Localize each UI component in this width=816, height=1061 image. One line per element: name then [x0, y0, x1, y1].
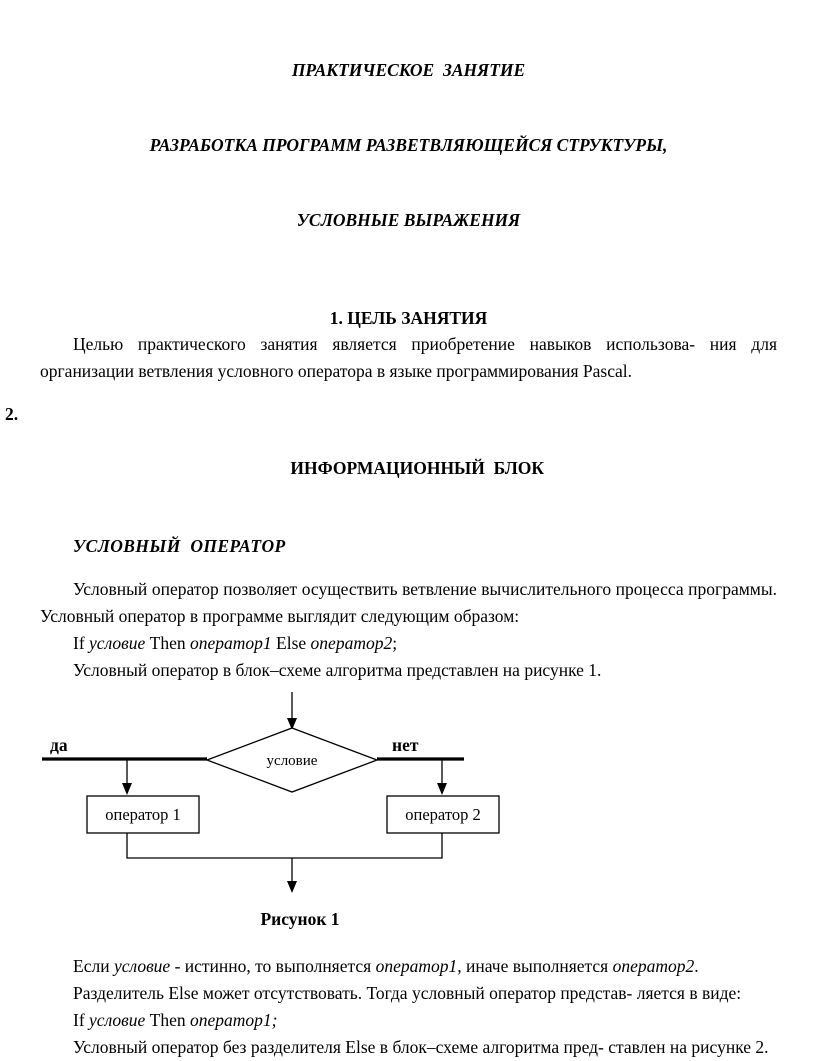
title-line-1: ПРАКТИЧЕСКОЕ ЗАНЯТИЕ: [291, 60, 526, 80]
operator2-label: оператор 2: [405, 805, 481, 824]
flowchart-svg: [40, 690, 560, 896]
merge-line: [127, 833, 442, 858]
figure1-ref-paragraph: Условный оператор в блок–схеме алгоритма представлен на рисунке 1.: [73, 660, 602, 680]
section2-number: 2.: [5, 404, 19, 424]
arrowhead-right-icon: [437, 783, 447, 795]
figure1-caption: Рисунок 1: [260, 909, 340, 929]
figure2-ref-paragraph: Условный оператор без разделителя Else в блок–схеме алгоритма пред- ставлен на рисунке 2.: [73, 1037, 769, 1057]
explanation-paragraph: Если условие - истинно, то выполняется оператор1, иначе выполняется оператор2.: [73, 956, 699, 976]
section1-paragraph: Целью практического занятия является приобретение навыков использова- ния для организации ветвления условного оператора в языке программирования Pascal.: [40, 334, 777, 381]
section2-subheading: УСЛОВНЫЙ ОПЕРАТОР: [73, 536, 286, 556]
syntax-if-then-else: If условие Then оператор1 Else оператор2;: [73, 633, 398, 653]
title-line-3: УСЛОВНЫЕ ВЫРАЖЕНИЯ: [296, 210, 521, 230]
section2-heading-row: [5, 401, 777, 509]
branch-no-label: нет: [392, 735, 419, 755]
figure1-flowchart: [40, 690, 560, 933]
no-else-paragraph: Разделитель Else может отсутствовать. Тогда условный оператор представ- ляется в виде:: [73, 983, 742, 1003]
branch-yes-label: да: [50, 735, 68, 755]
section1-heading: 1. ЦЕЛЬ ЗАНЯТИЯ: [329, 308, 488, 328]
arrowhead-left-icon: [122, 783, 132, 795]
section2-heading: ИНФОРМАЦИОННЫЙ БЛОК: [290, 458, 545, 478]
condition-label: условие: [266, 753, 318, 769]
syntax-if-then: If условие Then оператор1;: [73, 1010, 278, 1030]
arrowhead-bottom-icon: [287, 881, 297, 893]
intro-paragraph: Условный оператор позволяет осуществить ветвление вычислительного процесса программы. Условный оператор в программе выглядит следующим образом:: [40, 579, 777, 626]
title-line-2: РАЗРАБОТКА ПРОГРАММ РАЗВЕТВЛЯЮЩЕЙСЯ СТРУКТУРЫ,: [149, 135, 668, 155]
document-title: [40, 8, 777, 283]
operator1-label: оператор 1: [105, 805, 181, 824]
